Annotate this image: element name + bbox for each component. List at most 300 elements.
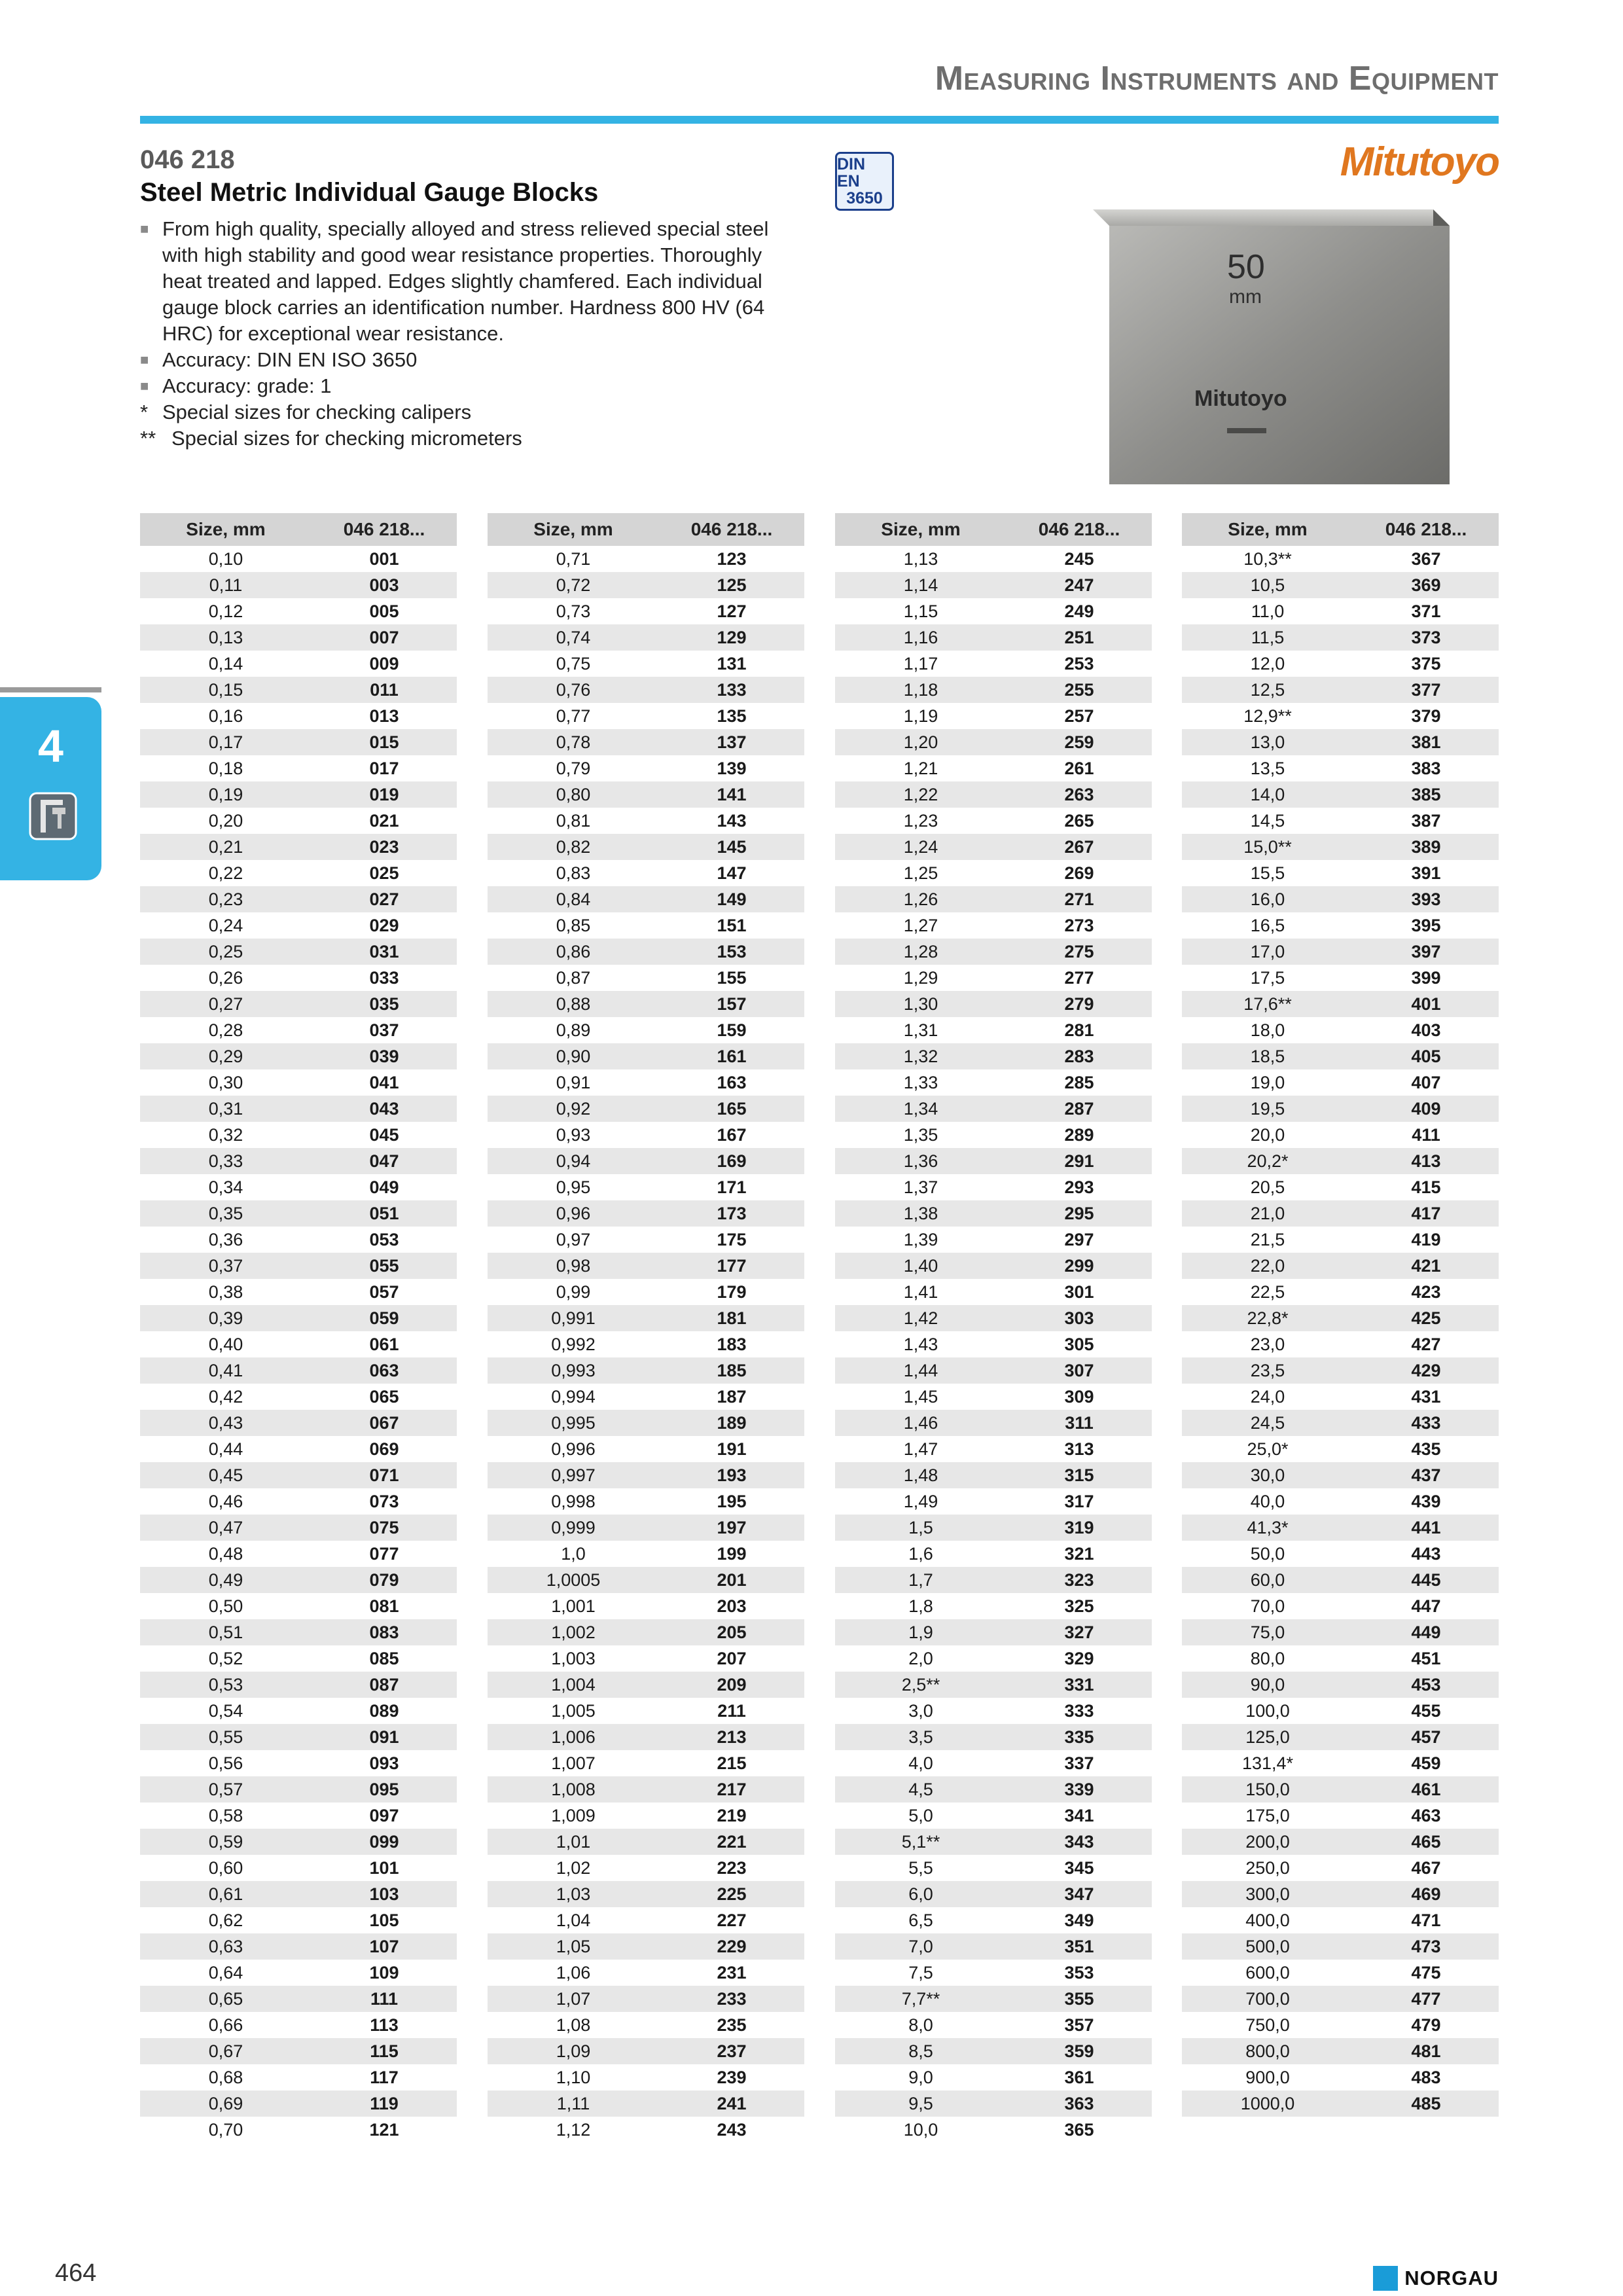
- norgau-square-icon: [1373, 2266, 1398, 2291]
- size-cell: 0,96: [556, 1203, 591, 1223]
- size-cell: 2,0: [908, 1648, 933, 1668]
- order-code-cell: 075: [369, 1517, 399, 1537]
- size-cell: 0,56: [208, 1753, 243, 1773]
- size-cell: 1,10: [556, 2067, 591, 2087]
- block-brand-label: Mitutoyo: [1194, 386, 1287, 411]
- table-row: [835, 834, 1152, 860]
- order-code-cell: 341: [1064, 1805, 1094, 1825]
- table-row: [488, 781, 804, 808]
- bullet-text: Accuracy: DIN EN ISO 3650: [162, 348, 418, 371]
- order-code-cell: 439: [1411, 1491, 1441, 1511]
- order-code-cell: 297: [1064, 1229, 1094, 1249]
- table-row: [488, 1698, 804, 1724]
- size-cell: 0,89: [556, 1020, 591, 1040]
- table-row: [835, 1960, 1152, 1986]
- table-row: [140, 1515, 457, 1541]
- size-cell: 0,998: [551, 1491, 596, 1511]
- table-row: [488, 1148, 804, 1174]
- table-row: [835, 1305, 1152, 1331]
- table-row: [140, 729, 457, 755]
- order-code-cell: 053: [369, 1229, 399, 1249]
- table-row: [835, 2117, 1152, 2143]
- size-cell: 1,45: [903, 1386, 938, 1407]
- table-row: [140, 677, 457, 703]
- table-row: [1182, 1829, 1499, 1855]
- square-bullet-icon: ■: [140, 378, 149, 394]
- order-code-cell: 375: [1411, 653, 1441, 673]
- order-code-cell: 003: [369, 575, 399, 595]
- table-row: [140, 1776, 457, 1803]
- table-row: [1182, 1043, 1499, 1069]
- order-code-cell: 427: [1411, 1334, 1441, 1354]
- order-code-cell: 401: [1411, 994, 1441, 1014]
- order-code-cell: 445: [1411, 1570, 1441, 1590]
- gauge-block-image: [1060, 183, 1518, 497]
- note-mark: **: [140, 427, 156, 450]
- order-code-cell: 021: [369, 810, 399, 831]
- order-code-cell: 399: [1411, 967, 1441, 988]
- order-code-cell: 397: [1411, 941, 1441, 961]
- size-cell: 4,5: [908, 1779, 933, 1799]
- size-cell: 5,1**: [901, 1831, 940, 1852]
- size-cell: 1,33: [903, 1072, 938, 1092]
- size-cell: 21,5: [1250, 1229, 1285, 1249]
- table-row: [835, 1436, 1152, 1462]
- size-cell: 700,0: [1245, 1988, 1290, 2009]
- product-description: [140, 216, 801, 452]
- table-row: [488, 1253, 804, 1279]
- size-cell: 0,71: [556, 548, 591, 569]
- size-cell: 0,51: [208, 1622, 243, 1642]
- size-cell: 0,996: [551, 1439, 596, 1459]
- size-cell: 7,0: [908, 1936, 933, 1956]
- table-row: [488, 624, 804, 651]
- order-code-cell: 155: [717, 967, 747, 988]
- size-cell: 1,002: [551, 1622, 596, 1642]
- size-cell: 0,61: [208, 1884, 243, 1904]
- order-code-cell: 163: [717, 1072, 747, 1092]
- table-row: [1182, 1515, 1499, 1541]
- order-code-cell: 195: [717, 1491, 747, 1511]
- size-cell: 1,0: [561, 1543, 586, 1564]
- size-cell: 0,69: [208, 2093, 243, 2113]
- order-code-cell: 417: [1411, 1203, 1441, 1223]
- table-row: [488, 860, 804, 886]
- size-cell: 1,43: [903, 1334, 938, 1354]
- order-code-cell: 303: [1064, 1308, 1094, 1328]
- table-row: [140, 1672, 457, 1698]
- size-cell: 0,16: [208, 706, 243, 726]
- table-row: [835, 1200, 1152, 1227]
- size-cell: 0,81: [556, 810, 591, 831]
- table-row: [835, 939, 1152, 965]
- order-code-cell: 319: [1064, 1517, 1094, 1537]
- size-cell: 1,32: [903, 1046, 938, 1066]
- table-row: [488, 886, 804, 912]
- order-code-cell: 385: [1411, 784, 1441, 804]
- table-header: [835, 513, 1152, 546]
- order-code-cell: 235: [717, 2015, 747, 2035]
- size-cell: 1,06: [556, 1962, 591, 1982]
- order-code-cell: 429: [1411, 1360, 1441, 1380]
- table-row: [140, 1567, 457, 1593]
- note-mark: *: [140, 401, 149, 423]
- order-code-cell: 263: [1064, 784, 1094, 804]
- table-row: [835, 1724, 1152, 1750]
- table-row: [140, 860, 457, 886]
- size-cell: 1,009: [551, 1805, 596, 1825]
- order-code-cell: 343: [1064, 1831, 1094, 1852]
- order-code-cell: 151: [717, 915, 747, 935]
- table-row: [835, 1096, 1152, 1122]
- order-code-cell: 083: [369, 1622, 399, 1642]
- size-cell: 0,44: [208, 1439, 243, 1459]
- size-cell: 1,19: [903, 706, 938, 726]
- table-row: [835, 598, 1152, 624]
- size-cell: 0,66: [208, 2015, 243, 2035]
- size-cell: 21,0: [1250, 1203, 1285, 1223]
- size-cell: 1,20: [903, 732, 938, 752]
- size-cell: 1,30: [903, 994, 938, 1014]
- order-code-cell: 015: [369, 732, 399, 752]
- size-cell: 0,94: [556, 1151, 591, 1171]
- code-column-header: 046 218...: [690, 519, 773, 539]
- table-row: [1182, 1933, 1499, 1960]
- size-cell: 75,0: [1250, 1622, 1285, 1642]
- size-column-header: Size, mm: [1228, 519, 1308, 539]
- order-code-cell: 345: [1064, 1857, 1094, 1878]
- order-code-cell: 233: [717, 1988, 747, 2009]
- size-cell: 1,08: [556, 2015, 591, 2035]
- order-code-cell: 161: [717, 1046, 747, 1066]
- table-row: [488, 1410, 804, 1436]
- table-row: [835, 1672, 1152, 1698]
- order-code-cell: 267: [1064, 836, 1094, 857]
- table-row: [835, 2090, 1152, 2117]
- table-row: [140, 1933, 457, 1960]
- order-code-cell: 245: [1064, 548, 1094, 569]
- order-code-cell: 293: [1064, 1177, 1094, 1197]
- table-row: [488, 1750, 804, 1776]
- size-cell: 0,17: [208, 732, 243, 752]
- size-cell: 8,5: [908, 2041, 933, 2061]
- table-row: [1182, 729, 1499, 755]
- size-cell: 1,007: [551, 1753, 596, 1773]
- size-cell: 0,27: [208, 994, 243, 1014]
- size-cell: 0,53: [208, 1674, 243, 1695]
- size-cell: 1,24: [903, 836, 938, 857]
- order-code-cell: 159: [717, 1020, 747, 1040]
- table-row: [1182, 1069, 1499, 1096]
- table-row: [1182, 1881, 1499, 1907]
- order-code-cell: 347: [1064, 1884, 1094, 1904]
- table-row: [835, 1750, 1152, 1776]
- size-cell: 1,004: [551, 1674, 596, 1695]
- order-code-cell: 379: [1411, 706, 1441, 726]
- size-cell: 1,36: [903, 1151, 938, 1171]
- table-row: [488, 1200, 804, 1227]
- order-code-cell: 299: [1064, 1255, 1094, 1276]
- table-row: [488, 1384, 804, 1410]
- size-cell: 0,57: [208, 1779, 243, 1799]
- size-cell: 7,7**: [901, 1988, 940, 2009]
- order-code-cell: 167: [717, 1124, 747, 1145]
- order-code-cell: 357: [1064, 2015, 1094, 2035]
- table-row: [835, 1986, 1152, 2012]
- table-row: [835, 1357, 1152, 1384]
- order-code-cell: 213: [717, 1727, 747, 1747]
- table-row: [140, 939, 457, 965]
- size-cell: 1,11: [556, 2093, 590, 2113]
- table-row: [488, 1096, 804, 1122]
- page-number: 464: [55, 2259, 97, 2287]
- order-code-cell: 135: [717, 706, 747, 726]
- order-code-cell: 097: [369, 1805, 399, 1825]
- table-row: [1182, 1096, 1499, 1122]
- table-row: [1182, 1017, 1499, 1043]
- size-cell: 0,76: [556, 679, 591, 700]
- table-row: [140, 2038, 457, 2064]
- order-code-cell: 265: [1064, 810, 1094, 831]
- size-cell: 0,95: [556, 1177, 591, 1197]
- order-code-cell: 395: [1411, 915, 1441, 935]
- table-row: [1182, 1907, 1499, 1933]
- table-row: [140, 1907, 457, 1933]
- size-cell: 0,34: [208, 1177, 243, 1197]
- size-column-header: Size, mm: [881, 519, 961, 539]
- order-code-cell: 049: [369, 1177, 399, 1197]
- table-row: [835, 1148, 1152, 1174]
- size-cell: 1,28: [903, 941, 938, 961]
- table-row: [488, 1907, 804, 1933]
- order-code-cell: 077: [369, 1543, 399, 1564]
- table-row: [835, 624, 1152, 651]
- table-row: [1182, 572, 1499, 598]
- order-code-cell: 129: [717, 627, 747, 647]
- order-code-cell: 019: [369, 784, 399, 804]
- table-row: [140, 755, 457, 781]
- size-cell: 0,47: [208, 1517, 243, 1537]
- table-row: [488, 1776, 804, 1803]
- header-rule: [140, 116, 1499, 124]
- bullet-text: From high quality, specially alloyed and stress relieved special steel with high stability and good wear resistance properties. Thoroughly heat treated and lapped. Edges slightly chamfered. Each individual gauge block carries an identification number. Hardness 800 HV (64 HRC) for exceptional wear resistance.: [162, 217, 769, 345]
- order-code-cell: 157: [717, 994, 747, 1014]
- order-code-cell: 037: [369, 1020, 399, 1040]
- order-code-cell: 447: [1411, 1596, 1441, 1616]
- table-row: [1182, 1122, 1499, 1148]
- table-row: [835, 2038, 1152, 2064]
- size-cell: 23,0: [1250, 1334, 1285, 1354]
- table-row: [140, 2090, 457, 2117]
- size-cell: 0,25: [208, 941, 243, 961]
- order-code-cell: 241: [717, 2093, 747, 2113]
- table-row: [140, 624, 457, 651]
- table-row: [835, 1043, 1152, 1069]
- size-cell: 70,0: [1250, 1596, 1285, 1616]
- size-cell: 200,0: [1245, 1831, 1290, 1852]
- table-row: [1182, 1357, 1499, 1384]
- table-row: [140, 2117, 457, 2143]
- order-code-cell: 009: [369, 653, 399, 673]
- table-row: [835, 651, 1152, 677]
- order-code-cell: 201: [717, 1570, 747, 1590]
- table-row: [140, 1017, 457, 1043]
- size-cell: 0,24: [208, 915, 243, 935]
- table-row: [1182, 624, 1499, 651]
- size-cell: 41,3*: [1247, 1517, 1289, 1537]
- size-cell: 0,84: [556, 889, 591, 909]
- order-code-cell: 467: [1411, 1857, 1441, 1878]
- order-code-cell: 419: [1411, 1229, 1441, 1249]
- table-row: [488, 2090, 804, 2117]
- table-header: [1182, 513, 1499, 546]
- order-code-cell: 477: [1411, 1988, 1441, 2009]
- table-row: [1182, 1253, 1499, 1279]
- size-cell: 0,21: [208, 836, 243, 857]
- order-code-cell: 403: [1411, 1020, 1441, 1040]
- table-row: [835, 1331, 1152, 1357]
- table-row: [488, 1017, 804, 1043]
- table-row: [835, 912, 1152, 939]
- table-row: [140, 598, 457, 624]
- size-cell: 0,99: [556, 1282, 591, 1302]
- size-cell: 1,37: [903, 1177, 938, 1197]
- size-cell: 1,008: [551, 1779, 596, 1799]
- order-code-cell: 127: [717, 601, 747, 621]
- size-cell: 0,59: [208, 1831, 243, 1852]
- size-cell: 10,5: [1250, 575, 1285, 595]
- size-cell: 0,14: [208, 653, 243, 673]
- order-code-cell: 001: [369, 548, 399, 569]
- table-row: [140, 1698, 457, 1724]
- order-code-cell: 261: [1064, 758, 1094, 778]
- order-code-cell: 367: [1411, 548, 1441, 569]
- table-row: [835, 991, 1152, 1017]
- table-row: [1182, 886, 1499, 912]
- size-cell: 19,5: [1250, 1098, 1285, 1119]
- order-code-cell: 025: [369, 863, 399, 883]
- size-cell: 0,36: [208, 1229, 243, 1249]
- order-code-cell: 365: [1064, 2119, 1094, 2140]
- size-cell: 22,5: [1250, 1282, 1285, 1302]
- size-cell: 0,10: [208, 548, 243, 569]
- table-row: [835, 572, 1152, 598]
- size-cell: 12,0: [1250, 653, 1285, 673]
- order-code-cell: 165: [717, 1098, 747, 1119]
- size-cell: 1,23: [903, 810, 938, 831]
- size-cell: 0,31: [208, 1098, 243, 1119]
- size-cell: 0,50: [208, 1596, 243, 1616]
- order-code-cell: 457: [1411, 1727, 1441, 1747]
- table-row: [835, 1279, 1152, 1305]
- order-code-cell: 061: [369, 1334, 399, 1354]
- size-cell: 0,40: [208, 1334, 243, 1354]
- table-row: [1182, 1776, 1499, 1803]
- size-cell: 0,75: [556, 653, 591, 673]
- table-row: [488, 2012, 804, 2038]
- order-code-cell: 207: [717, 1648, 747, 1668]
- size-cell: 14,0: [1250, 784, 1285, 804]
- table-row: [488, 572, 804, 598]
- size-cell: 1,5: [908, 1517, 933, 1537]
- table-row: [835, 1384, 1152, 1410]
- table-row: [488, 1331, 804, 1357]
- order-code-cell: 199: [717, 1543, 747, 1564]
- order-code-cell: 373: [1411, 627, 1441, 647]
- order-code-cell: 389: [1411, 836, 1441, 857]
- size-cell: 0,85: [556, 915, 591, 935]
- size-cell: 1,01: [556, 1831, 591, 1852]
- size-cell: 0,997: [551, 1465, 596, 1485]
- table-row: [488, 1279, 804, 1305]
- table-row: [835, 1933, 1152, 1960]
- table-row: [488, 1541, 804, 1567]
- size-cell: 1,14: [903, 575, 938, 595]
- size-cell: 0,29: [208, 1046, 243, 1066]
- table-row: [140, 651, 457, 677]
- table-row: [1182, 1200, 1499, 1227]
- size-cell: 1,34: [903, 1098, 938, 1119]
- size-cell: 8,0: [908, 2015, 933, 2035]
- order-code-cell: 349: [1064, 1910, 1094, 1930]
- table-row: [1182, 1619, 1499, 1645]
- size-cell: 15,5: [1250, 863, 1285, 883]
- table-row: [835, 1122, 1152, 1148]
- table-row: [835, 1698, 1152, 1724]
- size-cell: 0,78: [556, 732, 591, 752]
- order-code-cell: 153: [717, 941, 747, 961]
- table-row: [140, 1122, 457, 1148]
- table-row: [1182, 1462, 1499, 1488]
- order-code-cell: 443: [1411, 1543, 1441, 1564]
- table-row: [1182, 834, 1499, 860]
- size-cell: 0,73: [556, 601, 591, 621]
- order-code-cell: 405: [1411, 1046, 1441, 1066]
- table-row: [488, 755, 804, 781]
- order-code-cell: 191: [717, 1439, 747, 1459]
- size-cell: 16,5: [1250, 915, 1285, 935]
- order-code-cell: 251: [1064, 627, 1094, 647]
- table-row: [1182, 912, 1499, 939]
- size-cell: 0,37: [208, 1255, 243, 1276]
- table-row: [1182, 1148, 1499, 1174]
- order-code-cell: 315: [1064, 1465, 1094, 1485]
- order-code-cell: 175: [717, 1229, 747, 1249]
- table-row: [140, 1803, 457, 1829]
- order-code-cell: 073: [369, 1491, 399, 1511]
- order-code-cell: 087: [369, 1674, 399, 1695]
- table-row: [835, 1017, 1152, 1043]
- size-cell: 0,74: [556, 627, 591, 647]
- table-row: [835, 1829, 1152, 1855]
- size-cell: 0,88: [556, 994, 591, 1014]
- size-cell: 50,0: [1250, 1543, 1285, 1564]
- order-code-cell: 149: [717, 889, 747, 909]
- micrometer-note: [140, 425, 801, 452]
- caliper-note: [140, 399, 801, 425]
- caliper-icon: [29, 792, 77, 840]
- table-row: [140, 1357, 457, 1384]
- order-code-cell: 173: [717, 1203, 747, 1223]
- size-table-2: [488, 513, 804, 2143]
- size-cell: 0,39: [208, 1308, 243, 1328]
- size-cell: 1,04: [556, 1910, 591, 1930]
- order-code-cell: 333: [1064, 1700, 1094, 1721]
- order-code-cell: 459: [1411, 1753, 1441, 1773]
- table-row: [835, 1462, 1152, 1488]
- size-cell: 0,86: [556, 941, 591, 961]
- order-code-cell: 353: [1064, 1962, 1094, 1982]
